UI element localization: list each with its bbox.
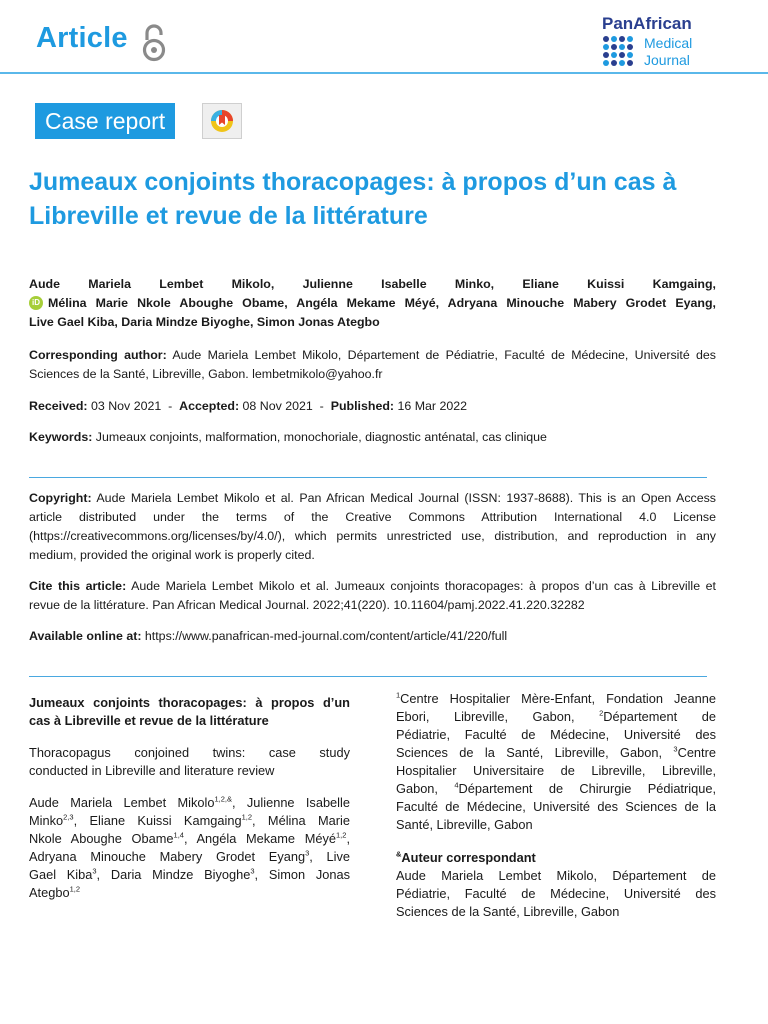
author-name: Gael Kiba <box>29 867 93 882</box>
author-affil-sup: 1,2 <box>69 884 80 894</box>
author-affil-sup: 3 <box>92 866 97 876</box>
corr-sup: & <box>396 849 402 859</box>
author-name: , Simon Jonas <box>254 867 350 882</box>
published-date: 16 Mar 2022 <box>394 399 468 413</box>
affil-text: Département de Chirurgie Pédiatrique, <box>458 781 716 796</box>
affil-text: Département de <box>603 709 716 724</box>
affil-text: Sciences de la Santé, Libreville, Gabon, <box>396 745 674 760</box>
affiliation-line-7: Faculté de Médecine, Université des Sciences de la <box>396 799 716 814</box>
affil-text: Centre Hospitalier Mère-Enfant, Fondation Jeanne <box>400 691 716 706</box>
logo-dots-icon <box>602 35 640 69</box>
copyright-text-1: Aude Mariela Lembet Mikolo et al. Pan African Medical Journal (ISSN: 1937-8688). This is an Open Access <box>91 491 716 505</box>
affiliation-line-4 <box>396 744 716 762</box>
affiliation-line-2 <box>396 708 716 726</box>
affiliation-line-6 <box>396 780 716 798</box>
corr-line-2: Pédiatrie, Faculté de Médecine, Université des <box>396 886 716 901</box>
affil-sup: 3 <box>673 744 678 754</box>
dates-line <box>29 397 716 416</box>
author-name: , Mélina Marie <box>252 813 350 828</box>
received-date: 03 Nov 2021 <box>87 399 162 413</box>
received-label: Received: <box>29 399 88 413</box>
affil-sup: 1 <box>396 690 401 700</box>
dates-separator: - <box>161 399 180 413</box>
left-authors-line-3 <box>29 830 350 848</box>
affiliation-line-1 <box>396 690 716 708</box>
author-affil-sup: 1,2 <box>241 812 252 822</box>
available-label: Available online at: <box>29 629 142 643</box>
left-title-line-1: Jumeaux conjoints thoracopages: à propos d’un <box>29 695 350 710</box>
accepted-label: Accepted: <box>179 399 240 413</box>
journal-name: PanAfrican <box>602 14 692 33</box>
affil-sup: 4 <box>454 780 459 790</box>
left-authors-line-2 <box>29 812 350 830</box>
journal-logo[interactable] <box>602 14 742 70</box>
keywords-text: Jumeaux conjoints, malformation, monochoriale, diagnostic anténatal, cas clinique <box>92 430 547 444</box>
section-label: Article <box>36 22 128 54</box>
author-affil-sup: 3 <box>250 866 255 876</box>
available-online <box>29 627 716 646</box>
author-name: Nkole Aboughe Obame <box>29 831 174 846</box>
authors-line-3: Live Gael Kiba, Daria Mindze Biyoghe, Simon Jonas Ategbo <box>29 315 380 329</box>
left-authors-line-4 <box>29 848 350 866</box>
cite-line-2: revue de la littérature. Pan African Medical Journal. 2022;41(220). 10.11604/pamj.2022.41.220.32282 <box>29 598 585 612</box>
corr-line-1: Aude Mariela Lembet Mikolo, Département de <box>396 868 716 883</box>
left-authors-line-6 <box>29 884 350 902</box>
affiliation-line-3: Pédiatrie, Faculté de Médecine, Université des <box>396 727 716 742</box>
copyright-line-1 <box>29 489 716 508</box>
copyright-line-4: medium, provided the original work is properly cited. <box>29 548 315 562</box>
corresponding-author-line2: Sciences de la Santé, Libreville, Gabon. lembetmikolo@yahoo.fr <box>29 367 383 381</box>
corresponding-heading <box>396 849 716 867</box>
accepted-date: 08 Nov 2021 <box>239 399 313 413</box>
cite-label: Cite this article: <box>29 579 127 593</box>
article-title: Jumeaux conjoints thoracopages: à propos d’un cas à Libreville et revue de la littérature <box>29 168 677 230</box>
author-name: , Julienne Isabelle <box>232 795 350 810</box>
divider-1 <box>29 477 707 478</box>
author-name: , Daria Mindze Biyoghe <box>96 867 251 882</box>
author-name: Aude Mariela Lembet Mikolo <box>29 795 215 810</box>
affiliation-line-5: Hospitalier Universitaire de Libreville, Libreville, <box>396 763 716 778</box>
author-affil-sup: 3 <box>305 848 310 858</box>
header-rule <box>0 72 768 74</box>
keywords-line <box>29 428 716 447</box>
corr-title: Auteur correspondant <box>401 850 536 865</box>
available-url[interactable]: https://www.panafrican-med-journal.com/content/article/41/220/full <box>141 629 508 643</box>
author-name: Minko <box>29 813 64 828</box>
crossmark-logo-icon <box>203 104 241 138</box>
journal-sub-journal: Journal <box>644 52 690 68</box>
journal-sub-medical: Medical <box>644 35 693 51</box>
copyright-line-3: (https://creativecommons.org/licenses/by/4.0/), which permits unrestricted use, distribution, and reproduction in any <box>29 529 716 543</box>
open-access-lock-icon <box>142 24 166 62</box>
affiliation-line-8: Santé, Libreville, Gabon <box>396 817 533 832</box>
author-affil-sup: 1,2,& <box>214 794 232 804</box>
english-title-line-1: Thoracopagus conjoined twins: case study <box>29 745 350 760</box>
corresponding-label: Corresponding author: <box>29 348 167 362</box>
case-report-badge: Case report <box>35 103 175 139</box>
corresponding-author <box>29 346 716 365</box>
affil-text: Centre <box>677 745 716 760</box>
english-title-line-2: conducted in Libreville and literature review <box>29 763 275 778</box>
author-affil-sup: 1,2 <box>336 830 347 840</box>
left-authors-line-5 <box>29 866 350 884</box>
author-name: , Eliane Kuissi Kamgaing <box>73 813 242 828</box>
corr-line-3: Sciences de la Santé, Libreville, Gabon <box>396 904 620 919</box>
crossmark-icon[interactable] <box>202 103 242 139</box>
author-affil-sup: 2,3 <box>63 812 74 822</box>
author-name: , <box>346 831 350 846</box>
author-affil-sup: 1,4 <box>173 830 184 840</box>
author-name: , Angéla Mekame Méyé <box>183 831 336 846</box>
author-name: Ategbo <box>29 885 70 900</box>
affil-sup: 2 <box>599 708 604 718</box>
left-authors-line-1 <box>29 794 350 812</box>
dates-separator: - <box>312 399 331 413</box>
authors-line-2: Mélina Marie Nkole Aboughe Obame, Angéla Mekame Méyé, Adryana Minouche Mabery Grodet Eyang, <box>48 296 716 310</box>
affil-text: Ebori, Libreville, Gabon, <box>396 709 600 724</box>
authors-line-1: Aude Mariela Lembet Mikolo, Julienne Isabelle Minko, Eliane Kuissi Kamgaing, <box>29 277 716 291</box>
keywords-label: Keywords: <box>29 430 93 444</box>
left-title-line-2: cas à Libreville et revue de la littérature <box>29 713 269 728</box>
author-name: , Live <box>309 849 350 864</box>
copyright-label: Copyright: <box>29 491 92 505</box>
published-label: Published: <box>330 399 395 413</box>
author-name: Adryana Minouche Mabery Grodet Eyang <box>29 849 306 864</box>
affil-text: Gabon, <box>396 781 455 796</box>
cite-line-1 <box>29 577 716 596</box>
orcid-icon[interactable]: iD <box>29 296 43 310</box>
divider-2 <box>29 676 707 677</box>
copyright-line-2: article distributed under the terms of the Creative Commons Attribution International 4.0 License <box>29 510 716 524</box>
cite-text-1: Aude Mariela Lembet Mikolo et al. Jumeaux conjoints thoracopages: à propos d’un cas à Libreville et <box>126 579 716 593</box>
corresponding-text-1: Aude Mariela Lembet Mikolo, Département de Pédiatrie, Faculté de Médecine, Université des <box>166 348 716 362</box>
